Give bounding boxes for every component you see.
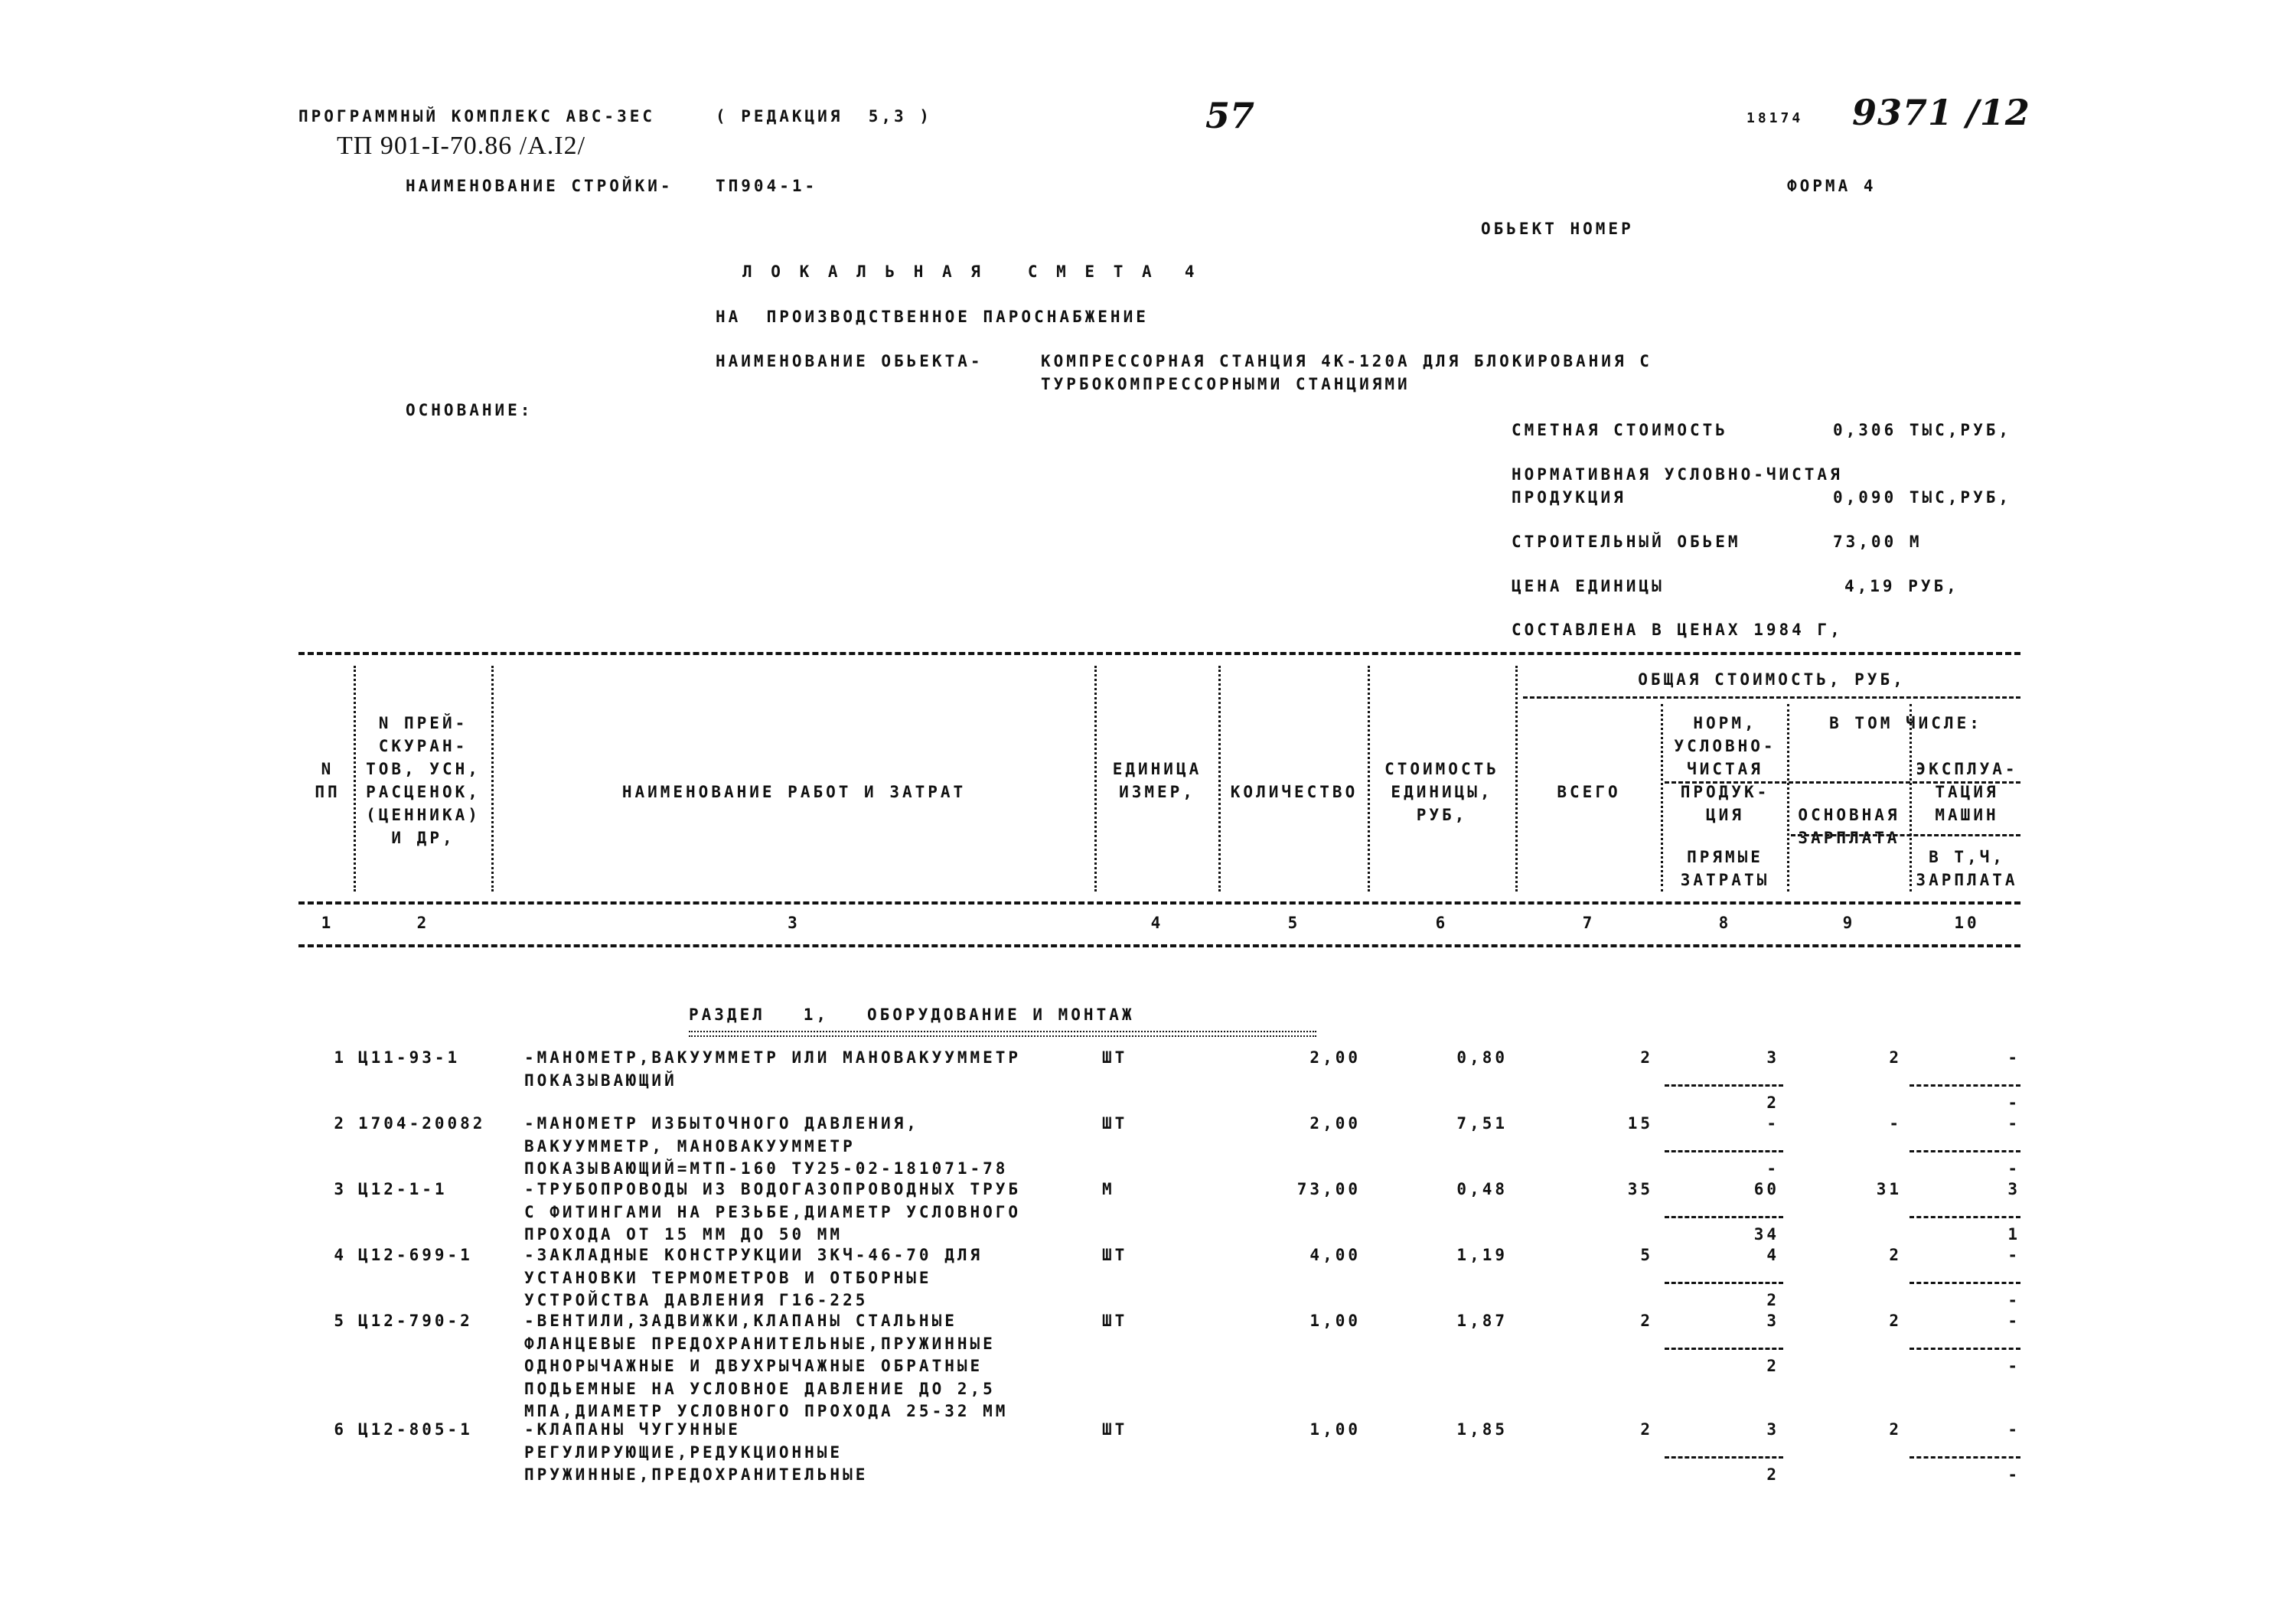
- row-unit: ШТ: [1102, 1312, 1128, 1330]
- row-direct-costs: 2: [1766, 1357, 1779, 1375]
- col10-header-line4: В Т,Ч,: [1929, 848, 2005, 866]
- row-unit-price: 0,80: [1456, 1048, 1508, 1067]
- including-header: В ТОМ ЧИСЛЕ:: [1829, 714, 1982, 732]
- object-number-label: ОБЬЕКТ НОМЕР: [1481, 220, 1634, 238]
- row-total: 2: [1640, 1312, 1653, 1330]
- row-base-salary: -: [1889, 1114, 1902, 1133]
- row-subtotal-rule: [1910, 1150, 2020, 1152]
- row-norm-product: 3: [1766, 1312, 1779, 1330]
- col8-header-line3: ЧИСТАЯ: [1687, 760, 1763, 778]
- row-total: 35: [1627, 1180, 1653, 1198]
- row-total: 5: [1640, 1246, 1653, 1264]
- row-unit: М: [1102, 1180, 1115, 1198]
- row-norm-product: 4: [1766, 1246, 1779, 1264]
- estimated-cost-value: 0,306 ТЫС,РУБ,: [1833, 421, 2012, 439]
- row-subtotal-rule: [1665, 1456, 1783, 1459]
- row-norm-product: 3: [1766, 1048, 1779, 1067]
- construction-label: НАИМЕНОВАНИЕ СТРОЙКИ-: [406, 177, 673, 195]
- building-volume-label: СТРОИТЕЛЬНЫЙ ОБЬЕМ: [1512, 533, 1741, 551]
- col-sep-5: [1368, 666, 1370, 892]
- section-title: РАЗДЕЛ 1, ОБОРУДОВАНИЕ И МОНТАЖ: [689, 1006, 1135, 1024]
- section-underline-2: [689, 1035, 1316, 1037]
- estimated-cost-label: СМЕТНАЯ СТОИМОСТЬ: [1512, 421, 1728, 439]
- row-number: 2: [334, 1114, 347, 1133]
- col-number-10: 10: [1954, 914, 1980, 932]
- row-name-line: ПОКАЗЫВАЮЩИЙ=МТП-160 ТУ25-02-181071-78: [524, 1159, 1009, 1178]
- row-unit-price: 1,19: [1456, 1246, 1508, 1264]
- row-quantity: 73,00: [1296, 1180, 1361, 1198]
- row-base-salary: 2: [1889, 1048, 1902, 1067]
- row-base-salary: 2: [1889, 1246, 1902, 1264]
- col2-header-line3: ТОВ, УСН,: [366, 760, 481, 778]
- row-machine-salary: -: [2007, 1159, 2020, 1178]
- row-machine-salary: -: [2007, 1357, 2020, 1375]
- col-number-1: 1: [321, 914, 334, 932]
- header-bottom-rule: [298, 901, 2020, 905]
- col10-header-line3: МАШИН: [1935, 806, 1999, 824]
- construction-value: ТП904-1-: [716, 177, 818, 195]
- col-number-8: 8: [1718, 914, 1732, 932]
- col8-header-line1: НОРМ,: [1693, 714, 1757, 732]
- col2-header-line1: N ПРЕЙ-: [378, 714, 468, 732]
- total-cost-rule: [1523, 696, 2020, 699]
- form-label: ФОРМА 4: [1787, 177, 1877, 195]
- table-top-rule: [298, 652, 2020, 655]
- row-subtotal-rule: [1665, 1216, 1783, 1218]
- document-title: Л О К А Л Ь Н А Я С М Е Т А 4: [742, 262, 1199, 281]
- col-sep-4: [1218, 666, 1221, 892]
- row-base-salary: 31: [1876, 1180, 1902, 1198]
- row-machine-operation: -: [2007, 1420, 2020, 1439]
- col-number-7: 7: [1582, 914, 1596, 932]
- row-price-code: Ц12-1-1: [358, 1180, 448, 1198]
- col1-header-line2: ПП: [315, 783, 341, 801]
- building-volume-value: 73,00 М: [1833, 533, 1923, 551]
- object-name-line-1: КОМПРЕССОРНАЯ СТАНЦИЯ 4К-120А ДЛЯ БЛОКИРОВАНИЯ С: [1041, 352, 1652, 370]
- row-total: 2: [1640, 1420, 1653, 1439]
- numbers-bottom-rule: [298, 944, 2020, 947]
- row-machine-salary: -: [2007, 1094, 2020, 1112]
- row-subtotal-rule: [1910, 1084, 2020, 1087]
- edition: ( РЕДАКЦИЯ 5,3 ): [716, 107, 932, 125]
- row-name-line: -ЗАКЛАДНЫЕ КОНСТРУКЦИИ ЗКЧ-46-70 ДЛЯ: [524, 1246, 983, 1264]
- document-number: 9371 /12: [1852, 92, 2030, 133]
- col9-header-line1: ОСНОВНАЯ: [1798, 806, 1900, 824]
- row-number: 3: [334, 1180, 347, 1198]
- row-machine-salary: -: [2007, 1465, 2020, 1484]
- row-price-code: Ц12-790-2: [358, 1312, 473, 1330]
- row-number: 1: [334, 1048, 347, 1067]
- col2-header-line4: РАСЦЕНОК,: [366, 783, 481, 801]
- row-unit-price: 7,51: [1456, 1114, 1508, 1133]
- col10-header-line2: ТАЦИЯ: [1935, 783, 1999, 801]
- col-number-6: 6: [1435, 914, 1449, 932]
- col-number-2: 2: [416, 914, 430, 932]
- row-quantity: 1,00: [1309, 1312, 1361, 1330]
- col10-header-line1: ЭКСПЛУА-: [1916, 760, 2018, 778]
- section-underline-1: [689, 1031, 1316, 1032]
- row-base-salary: 2: [1889, 1312, 1902, 1330]
- program-name: ПРОГРАММНЫЙ КОМПЛЕКС АВС-ЗЕС: [298, 107, 656, 125]
- page-number: 57: [1205, 95, 1255, 136]
- col8-header-line6: ПРЯМЫЕ: [1687, 848, 1763, 866]
- row-direct-costs: 2: [1766, 1094, 1779, 1112]
- col8-header-line7: ЗАТРАТЫ: [1680, 871, 1770, 889]
- code-number: 18174: [1746, 110, 1804, 126]
- row-name-line: -КЛАПАНЫ ЧУГУННЫЕ: [524, 1420, 741, 1439]
- col7-header: ВСЕГО: [1557, 783, 1621, 801]
- row-price-code: Ц12-699-1: [358, 1246, 473, 1264]
- row-direct-costs: 34: [1753, 1225, 1779, 1244]
- row-quantity: 1,00: [1309, 1420, 1361, 1439]
- col2-header-line2: СКУРАН-: [378, 737, 468, 755]
- object-name-line-2: ТУРБОКОМПРЕССОРНЫМИ СТАНЦИЯМИ: [1041, 375, 1411, 393]
- row-quantity: 2,00: [1309, 1114, 1361, 1133]
- row-direct-costs: -: [1766, 1159, 1779, 1178]
- row-norm-product: -: [1766, 1114, 1779, 1133]
- row-price-code: Ц12-805-1: [358, 1420, 473, 1439]
- row-name-line: ФЛАНЦЕВЫЕ ПРЕДОХРАНИТЕЛЬНЫЕ,ПРУЖИННЫЕ: [524, 1334, 996, 1353]
- prices-of-year: СОСТАВЛЕНА В ЦЕНАХ 1984 Г,: [1512, 621, 1843, 639]
- row-subtotal-rule: [1910, 1348, 2020, 1350]
- col-sep-6: [1515, 666, 1518, 892]
- col-sep-1: [354, 666, 356, 892]
- row-name-line: -МАНОМЕТР,ВАКУУММЕТР ИЛИ МАНОВАКУУММЕТР: [524, 1048, 1022, 1067]
- col4-header-line1: ЕДИНИЦА: [1112, 760, 1202, 778]
- col6-header-line2: ЕДИНИЦЫ,: [1391, 783, 1493, 801]
- row-machine-operation: -: [2007, 1312, 2020, 1330]
- unit-price-label: ЦЕНА ЕДИНИЦЫ: [1512, 577, 1665, 595]
- row-base-salary: 2: [1889, 1420, 1902, 1439]
- row-machine-operation: -: [2007, 1048, 2020, 1067]
- col10-header-line5: ЗАРПЛАТА: [1916, 871, 2018, 889]
- col4-header-line2: ИЗМЕР,: [1119, 783, 1195, 801]
- row-number: 5: [334, 1312, 347, 1330]
- row-machine-operation: -: [2007, 1114, 2020, 1133]
- col-number-4: 4: [1150, 914, 1164, 932]
- row-machine-operation: -: [2007, 1246, 2020, 1264]
- col8-header-line4: ПРОДУК-: [1680, 783, 1770, 801]
- row-name-line: С ФИТИНГАМИ НА РЕЗЬБЕ,ДИАМЕТР УСЛОВНОГО: [524, 1202, 1022, 1221]
- col2-header-line5: (ЦЕННИКА): [366, 806, 481, 824]
- row-machine-salary: -: [2007, 1291, 2020, 1309]
- row-quantity: 4,00: [1309, 1246, 1361, 1264]
- row-unit-price: 1,87: [1456, 1312, 1508, 1330]
- row-subtotal-rule: [1665, 1084, 1783, 1087]
- row-direct-costs: 2: [1766, 1291, 1779, 1309]
- row-unit: ШТ: [1102, 1420, 1128, 1439]
- row-name-line: УСТРОЙСТВА ДАВЛЕНИЯ Г16-225: [524, 1291, 869, 1309]
- col1-header-line1: N: [321, 760, 334, 778]
- row-number: 6: [334, 1420, 347, 1439]
- row-unit: ШТ: [1102, 1246, 1128, 1264]
- row-unit-price: 0,48: [1456, 1180, 1508, 1198]
- norm-product-value: 0,090 ТЫС,РУБ,: [1833, 488, 2012, 507]
- object-name-label: НАИМЕНОВАНИЕ ОБЬЕКТА-: [716, 352, 983, 370]
- row-subtotal-rule: [1665, 1150, 1783, 1152]
- col8-header-line2: УСЛОВНО-: [1674, 737, 1776, 755]
- row-unit-price: 1,85: [1456, 1420, 1508, 1439]
- col-sep-3: [1094, 666, 1097, 892]
- row-price-code: 1704-20082: [358, 1114, 486, 1133]
- row-subtotal-rule: [1910, 1282, 2020, 1284]
- row-unit: ШТ: [1102, 1048, 1128, 1067]
- col5-header: КОЛИЧЕСТВО: [1230, 783, 1358, 801]
- row-subtotal-rule: [1910, 1216, 2020, 1218]
- row-norm-product: 3: [1766, 1420, 1779, 1439]
- total-cost-header: ОБЩАЯ СТОИМОСТЬ, РУБ,: [1638, 670, 1906, 689]
- row-machine-operation: 3: [2007, 1180, 2020, 1198]
- col-number-9: 9: [1842, 914, 1856, 932]
- row-name-line: -ТРУБОПРОВОДЫ ИЗ ВОДОГАЗОПРОВОДНЫХ ТРУБ: [524, 1180, 1022, 1198]
- row-name-line: МПА,ДИАМЕТР УСЛОВНОГО ПРОХОДА 25-32 ММ: [524, 1402, 1009, 1420]
- tp-number: ТП 901-I-70.86 /А.I2/: [337, 132, 586, 160]
- col-number-5: 5: [1287, 914, 1301, 932]
- col3-header: НАИМЕНОВАНИЕ РАБОТ И ЗАТРАТ: [621, 783, 967, 801]
- row-subtotal-rule: [1910, 1456, 2020, 1459]
- row-name-line: -МАНОМЕТР ИЗБЫТОЧНОГО ДАВЛЕНИЯ,: [524, 1114, 919, 1133]
- row-total: 2: [1640, 1048, 1653, 1067]
- col-number-3: 3: [788, 914, 801, 932]
- unit-price-value: 4,19 РУБ,: [1844, 577, 1959, 595]
- row-name-line: ОДНОРЫЧАЖНЫЕ И ДВУХРЫЧАЖНЫЕ ОБРАТНЫЕ: [524, 1357, 983, 1375]
- norm-product-label-1: НОРМАТИВНАЯ УСЛОВНО-ЧИСТАЯ: [1512, 465, 1843, 484]
- row-unit: ШТ: [1102, 1114, 1128, 1133]
- row-name-line: РЕГУЛИРУЮЩИЕ,РЕДУКЦИОННЫЕ: [524, 1442, 843, 1462]
- col8-header-line5: ЦИЯ: [1706, 806, 1744, 824]
- row-quantity: 2,00: [1309, 1048, 1361, 1067]
- row-name-line: -ВЕНТИЛИ,ЗАДВИЖКИ,КЛАПАНЫ СТАЛЬНЫЕ: [524, 1312, 957, 1330]
- row-name-line: ПРУЖИННЫЕ,ПРЕДОХРАНИТЕЛЬНЫЕ: [524, 1465, 869, 1484]
- row-direct-costs: 2: [1766, 1465, 1779, 1484]
- row-name-line: ПОКАЗЫВАЮЩИЙ: [524, 1071, 677, 1090]
- row-number: 4: [334, 1246, 347, 1264]
- col6-header-line3: РУБ,: [1416, 806, 1468, 824]
- row-norm-product: 60: [1753, 1180, 1779, 1198]
- row-name-line: ПОДЬЕМНЫЕ НА УСЛОВНОЕ ДАВЛЕНИЕ ДО 2,5: [524, 1379, 996, 1398]
- col9-header-line2: ЗАРПЛАТА: [1798, 829, 1900, 847]
- row-subtotal-rule: [1665, 1348, 1783, 1350]
- col-sep-7: [1661, 704, 1663, 892]
- row-name-line: УСТАНОВКИ ТЕРМОМЕТРОВ И ОТБОРНЫЕ: [524, 1268, 932, 1287]
- row-name-line: ПРОХОДА ОТ 15 ММ ДО 50 ММ: [524, 1225, 843, 1244]
- row-machine-salary: 1: [2007, 1225, 2020, 1244]
- col-sep-8: [1787, 704, 1789, 892]
- row-subtotal-rule: [1665, 1282, 1783, 1284]
- row-total: 15: [1627, 1114, 1653, 1133]
- col-sep-2: [491, 666, 494, 892]
- col6-header-line1: СТОИМОСТЬ: [1384, 760, 1499, 778]
- document-subtitle: НА ПРОИЗВОДСТВЕННОЕ ПАРОСНАБЖЕНИЕ: [716, 308, 1149, 326]
- basis-label: ОСНОВАНИЕ:: [406, 401, 533, 419]
- col2-header-line6: И ДР,: [391, 829, 455, 847]
- norm-product-label-2: ПРОДУКЦИЯ: [1512, 488, 1626, 507]
- row-price-code: Ц11-93-1: [358, 1048, 461, 1067]
- row-name-line: ВАКУУММЕТР, МАНОВАКУУММЕТР: [524, 1136, 856, 1156]
